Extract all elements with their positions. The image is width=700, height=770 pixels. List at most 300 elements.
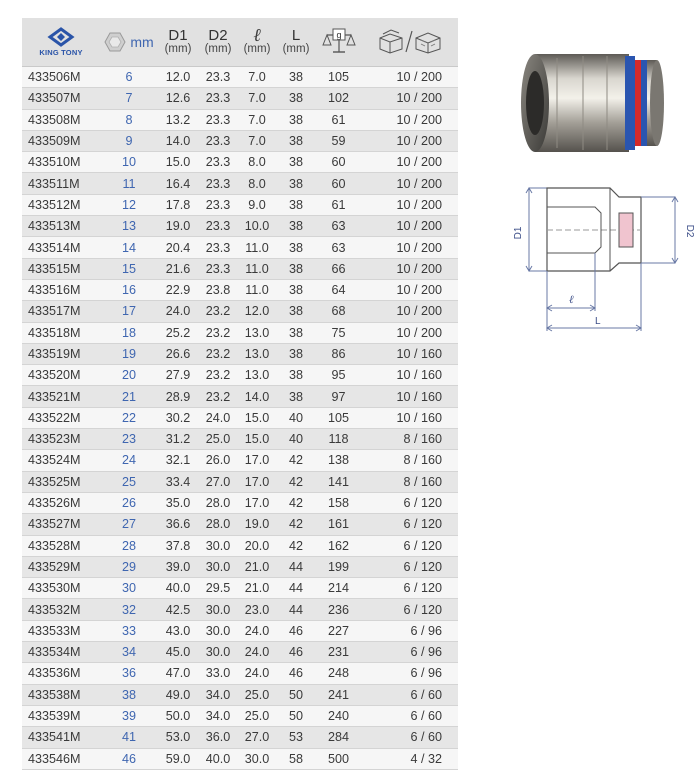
cell-pack: 4 / 32 — [361, 748, 458, 769]
cell-d1: 19.0 — [158, 216, 198, 237]
cell-l-small: 20.0 — [238, 535, 276, 556]
drawing-label-d2: D2 — [684, 224, 695, 238]
cell-weight: 241 — [316, 684, 361, 705]
spec-table — [22, 18, 458, 770]
cell-weight: 75 — [316, 322, 361, 343]
cell-l-small: 7.0 — [238, 130, 276, 151]
cell-l-total: 38 — [276, 343, 316, 364]
cell-pack: 10 / 200 — [361, 67, 458, 88]
cell-l-total: 38 — [276, 322, 316, 343]
cell-pack: 10 / 200 — [361, 152, 458, 173]
cell-d2: 28.0 — [198, 492, 238, 513]
cell-size-mm: 7 — [100, 88, 158, 109]
cell-d2: 25.0 — [198, 429, 238, 450]
cell-weight: 95 — [316, 365, 361, 386]
header-l-small: ℓ (mm) — [238, 18, 276, 67]
cell-pack: 8 / 160 — [361, 429, 458, 450]
cell-size-mm: 12 — [100, 194, 158, 215]
cell-l-small: 17.0 — [238, 471, 276, 492]
cell-d2: 33.0 — [198, 663, 238, 684]
table-row — [22, 322, 458, 343]
king-tony-logo-icon — [48, 28, 74, 46]
cell-size-mm: 13 — [100, 216, 158, 237]
cell-d2: 23.3 — [198, 109, 238, 130]
cell-d2: 30.0 — [198, 642, 238, 663]
cell-d1: 25.2 — [158, 322, 198, 343]
cell-l-small: 30.0 — [238, 748, 276, 769]
table-row — [22, 514, 458, 535]
cell-code: 433520M — [22, 365, 100, 386]
cell-code: 433539M — [22, 705, 100, 726]
cell-l-total: 38 — [276, 152, 316, 173]
cell-pack: 6 / 60 — [361, 684, 458, 705]
table-row — [22, 599, 458, 620]
cell-size-mm: 20 — [100, 365, 158, 386]
cell-pack: 10 / 200 — [361, 237, 458, 258]
cell-l-total: 53 — [276, 727, 316, 748]
cell-l-small: 25.0 — [238, 684, 276, 705]
technical-drawing — [515, 183, 695, 335]
cell-weight: 63 — [316, 237, 361, 258]
cell-code: 433509M — [22, 130, 100, 151]
cell-d1: 35.0 — [158, 492, 198, 513]
cell-d2: 30.0 — [198, 535, 238, 556]
cell-code: 433534M — [22, 642, 100, 663]
cell-weight: 64 — [316, 279, 361, 300]
cell-d1: 36.6 — [158, 514, 198, 535]
cell-d1: 22.9 — [158, 279, 198, 300]
table-row — [22, 365, 458, 386]
cell-weight: 60 — [316, 173, 361, 194]
cell-d1: 42.5 — [158, 599, 198, 620]
table-row — [22, 429, 458, 450]
table-row — [22, 663, 458, 684]
cell-d1: 20.4 — [158, 237, 198, 258]
cell-l-total: 42 — [276, 535, 316, 556]
cell-d2: 27.0 — [198, 471, 238, 492]
cell-pack: 10 / 160 — [361, 343, 458, 364]
cell-l-small: 13.0 — [238, 322, 276, 343]
scale-weight-icon — [321, 26, 357, 56]
header-d2: D2 (mm) — [198, 18, 238, 67]
cell-d2: 23.3 — [198, 194, 238, 215]
cell-size-mm: 22 — [100, 407, 158, 428]
cell-d2: 30.0 — [198, 556, 238, 577]
cell-l-small: 7.0 — [238, 88, 276, 109]
cell-pack: 6 / 120 — [361, 514, 458, 535]
cell-code: 433513M — [22, 216, 100, 237]
brand-name: KING TONY — [39, 47, 83, 57]
cell-l-total: 46 — [276, 663, 316, 684]
cell-size-mm: 33 — [100, 620, 158, 641]
cell-l-small: 13.0 — [238, 343, 276, 364]
cell-l-total: 38 — [276, 258, 316, 279]
cell-code: 433546M — [22, 748, 100, 769]
table-row — [22, 279, 458, 300]
cell-d1: 33.4 — [158, 471, 198, 492]
cell-d1: 43.0 — [158, 620, 198, 641]
cell-weight: 214 — [316, 578, 361, 599]
cell-l-small: 25.0 — [238, 705, 276, 726]
cell-l-total: 44 — [276, 578, 316, 599]
cell-l-total: 42 — [276, 492, 316, 513]
cell-code: 433530M — [22, 578, 100, 599]
table-row — [22, 258, 458, 279]
cell-l-small: 11.0 — [238, 237, 276, 258]
cell-weight: 59 — [316, 130, 361, 151]
cell-weight: 63 — [316, 216, 361, 237]
cell-l-small: 14.0 — [238, 386, 276, 407]
cell-pack: 10 / 200 — [361, 301, 458, 322]
table-row — [22, 152, 458, 173]
cell-d1: 47.0 — [158, 663, 198, 684]
cell-weight: 61 — [316, 194, 361, 215]
header-weight — [316, 18, 361, 67]
cell-pack: 8 / 160 — [361, 471, 458, 492]
cell-l-small: 15.0 — [238, 407, 276, 428]
cell-d1: 30.2 — [158, 407, 198, 428]
cell-d2: 23.3 — [198, 130, 238, 151]
cell-d1: 15.0 — [158, 152, 198, 173]
cell-l-total: 38 — [276, 88, 316, 109]
table-header-row — [22, 18, 458, 67]
cell-pack: 10 / 200 — [361, 194, 458, 215]
cell-code: 433518M — [22, 322, 100, 343]
cell-d1: 37.8 — [158, 535, 198, 556]
table-row — [22, 237, 458, 258]
cell-weight: 118 — [316, 429, 361, 450]
cell-l-small: 11.0 — [238, 258, 276, 279]
cell-pack: 6 / 96 — [361, 642, 458, 663]
table-row — [22, 748, 458, 769]
drawing-label-d1: D1 — [513, 226, 524, 240]
cell-d2: 30.0 — [198, 599, 238, 620]
cell-l-total: 50 — [276, 684, 316, 705]
cell-l-total: 38 — [276, 216, 316, 237]
cell-l-total: 38 — [276, 173, 316, 194]
cell-size-mm: 25 — [100, 471, 158, 492]
cell-d1: 40.0 — [158, 578, 198, 599]
drawing-label-l-total: L — [595, 316, 601, 327]
cell-code: 433532M — [22, 599, 100, 620]
cell-pack: 6 / 60 — [361, 727, 458, 748]
cell-weight: 162 — [316, 535, 361, 556]
table-row — [22, 705, 458, 726]
cell-l-total: 38 — [276, 386, 316, 407]
cell-l-small: 15.0 — [238, 429, 276, 450]
cell-weight: 66 — [316, 258, 361, 279]
cell-d1: 27.9 — [158, 365, 198, 386]
cell-l-small: 12.0 — [238, 301, 276, 322]
cell-size-mm: 30 — [100, 578, 158, 599]
table-row — [22, 620, 458, 641]
cell-size-mm: 14 — [100, 237, 158, 258]
cell-pack: 10 / 160 — [361, 365, 458, 386]
cell-pack: 10 / 200 — [361, 88, 458, 109]
cell-code: 433522M — [22, 407, 100, 428]
cell-l-small: 10.0 — [238, 216, 276, 237]
cell-pack: 6 / 96 — [361, 620, 458, 641]
cell-size-mm: 27 — [100, 514, 158, 535]
cell-l-total: 38 — [276, 301, 316, 322]
table-row — [22, 578, 458, 599]
table-row — [22, 386, 458, 407]
cell-pack: 6 / 60 — [361, 705, 458, 726]
cell-d1: 28.9 — [158, 386, 198, 407]
cell-d1: 39.0 — [158, 556, 198, 577]
cell-l-total: 44 — [276, 556, 316, 577]
cell-d2: 26.0 — [198, 450, 238, 471]
cell-d1: 31.2 — [158, 429, 198, 450]
table-row — [22, 216, 458, 237]
cell-weight: 231 — [316, 642, 361, 663]
cell-code: 433508M — [22, 109, 100, 130]
cell-weight: 97 — [316, 386, 361, 407]
cell-pack: 10 / 200 — [361, 279, 458, 300]
cell-code: 433536M — [22, 663, 100, 684]
cell-code: 433511M — [22, 173, 100, 194]
cell-size-mm: 19 — [100, 343, 158, 364]
cell-l-small: 24.0 — [238, 663, 276, 684]
cell-size-mm: 24 — [100, 450, 158, 471]
cell-code: 433525M — [22, 471, 100, 492]
cell-l-total: 40 — [276, 429, 316, 450]
header-size-unit: mm — [130, 33, 154, 50]
cell-size-mm: 10 — [100, 152, 158, 173]
cell-d1: 12.0 — [158, 67, 198, 88]
cell-weight: 138 — [316, 450, 361, 471]
cell-weight: 158 — [316, 492, 361, 513]
cell-code: 433541M — [22, 727, 100, 748]
cell-pack: 6 / 120 — [361, 492, 458, 513]
cell-pack: 10 / 200 — [361, 258, 458, 279]
cell-code: 433516M — [22, 279, 100, 300]
table-row — [22, 642, 458, 663]
cell-code: 433526M — [22, 492, 100, 513]
cell-size-mm: 16 — [100, 279, 158, 300]
cell-size-mm: 15 — [100, 258, 158, 279]
cell-d2: 23.2 — [198, 386, 238, 407]
table-row — [22, 67, 458, 88]
table-row — [22, 684, 458, 705]
brand-logo-cell — [22, 18, 100, 67]
cell-pack: 10 / 200 — [361, 322, 458, 343]
cell-d2: 23.2 — [198, 343, 238, 364]
cell-l-small: 13.0 — [238, 365, 276, 386]
cell-code: 433507M — [22, 88, 100, 109]
cell-weight: 141 — [316, 471, 361, 492]
cell-pack: 10 / 200 — [361, 109, 458, 130]
cell-d2: 30.0 — [198, 620, 238, 641]
cell-d2: 23.2 — [198, 301, 238, 322]
cell-d1: 14.0 — [158, 130, 198, 151]
cell-d1: 17.8 — [158, 194, 198, 215]
cell-d2: 23.3 — [198, 88, 238, 109]
cell-size-mm: 18 — [100, 322, 158, 343]
cell-d1: 49.0 — [158, 684, 198, 705]
cell-d2: 40.0 — [198, 748, 238, 769]
cell-code: 433527M — [22, 514, 100, 535]
cell-d1: 12.6 — [158, 88, 198, 109]
table-row — [22, 109, 458, 130]
cell-code: 433512M — [22, 194, 100, 215]
cell-size-mm: 8 — [100, 109, 158, 130]
cell-pack: 6 / 96 — [361, 663, 458, 684]
table-row — [22, 194, 458, 215]
cell-size-mm: 36 — [100, 663, 158, 684]
cell-d1: 24.0 — [158, 301, 198, 322]
cell-size-mm: 17 — [100, 301, 158, 322]
cell-code: 433519M — [22, 343, 100, 364]
cell-l-small: 27.0 — [238, 727, 276, 748]
cell-l-total: 38 — [276, 67, 316, 88]
cell-d1: 26.6 — [158, 343, 198, 364]
hex-socket-icon — [104, 32, 126, 52]
cell-l-total: 42 — [276, 471, 316, 492]
cell-d1: 59.0 — [158, 748, 198, 769]
cell-d1: 32.1 — [158, 450, 198, 471]
cell-l-total: 50 — [276, 705, 316, 726]
header-l-total: L (mm) — [276, 18, 316, 67]
cell-d1: 13.2 — [158, 109, 198, 130]
cell-code: 433506M — [22, 67, 100, 88]
cell-weight: 236 — [316, 599, 361, 620]
cell-code: 433514M — [22, 237, 100, 258]
table-row — [22, 471, 458, 492]
cell-code: 433538M — [22, 684, 100, 705]
cell-d2: 23.3 — [198, 152, 238, 173]
spec-table-body — [22, 67, 458, 770]
cell-l-small: 23.0 — [238, 599, 276, 620]
header-d1: D1 (mm) — [158, 18, 198, 67]
cell-size-mm: 21 — [100, 386, 158, 407]
cell-d2: 23.8 — [198, 279, 238, 300]
cell-d2: 36.0 — [198, 727, 238, 748]
cell-size-mm: 41 — [100, 727, 158, 748]
cell-d2: 28.0 — [198, 514, 238, 535]
cell-code: 433517M — [22, 301, 100, 322]
cell-size-mm: 39 — [100, 705, 158, 726]
cell-pack: 10 / 200 — [361, 216, 458, 237]
cell-l-small: 7.0 — [238, 109, 276, 130]
cell-pack: 6 / 120 — [361, 556, 458, 577]
cell-code: 433533M — [22, 620, 100, 641]
header-size — [100, 18, 158, 67]
cell-l-total: 38 — [276, 279, 316, 300]
cell-l-small: 21.0 — [238, 578, 276, 599]
cell-l-total: 38 — [276, 130, 316, 151]
cell-l-small: 11.0 — [238, 279, 276, 300]
cell-l-small: 21.0 — [238, 556, 276, 577]
cell-d2: 29.5 — [198, 578, 238, 599]
cell-size-mm: 28 — [100, 535, 158, 556]
cell-pack: 8 / 160 — [361, 450, 458, 471]
cell-d2: 23.3 — [198, 173, 238, 194]
cell-pack: 6 / 120 — [361, 578, 458, 599]
cell-l-total: 46 — [276, 642, 316, 663]
cell-weight: 105 — [316, 67, 361, 88]
cell-weight: 60 — [316, 152, 361, 173]
cell-size-mm: 46 — [100, 748, 158, 769]
cell-l-total: 46 — [276, 620, 316, 641]
table-row — [22, 88, 458, 109]
cell-code: 433523M — [22, 429, 100, 450]
cell-l-small: 8.0 — [238, 152, 276, 173]
cell-pack: 10 / 200 — [361, 130, 458, 151]
cell-d2: 23.2 — [198, 365, 238, 386]
table-row — [22, 727, 458, 748]
cell-l-total: 40 — [276, 407, 316, 428]
cell-code: 433529M — [22, 556, 100, 577]
cell-l-total: 42 — [276, 450, 316, 471]
cell-l-small: 24.0 — [238, 620, 276, 641]
weight-unit: g — [335, 29, 342, 40]
cell-d2: 23.2 — [198, 322, 238, 343]
cell-pack: 10 / 160 — [361, 407, 458, 428]
cell-l-small: 19.0 — [238, 514, 276, 535]
cell-code: 433524M — [22, 450, 100, 471]
cell-weight: 227 — [316, 620, 361, 641]
cell-weight: 199 — [316, 556, 361, 577]
cell-size-mm: 9 — [100, 130, 158, 151]
cell-l-small: 17.0 — [238, 492, 276, 513]
cell-size-mm: 32 — [100, 599, 158, 620]
cell-l-total: 58 — [276, 748, 316, 769]
table-row — [22, 450, 458, 471]
cell-weight: 161 — [316, 514, 361, 535]
header-pack — [361, 18, 458, 67]
cell-l-total: 38 — [276, 365, 316, 386]
table-row — [22, 343, 458, 364]
cell-l-small: 9.0 — [238, 194, 276, 215]
cell-weight: 102 — [316, 88, 361, 109]
cell-weight: 61 — [316, 109, 361, 130]
cell-code: 433515M — [22, 258, 100, 279]
cell-l-total: 38 — [276, 109, 316, 130]
cell-d2: 23.3 — [198, 216, 238, 237]
cell-l-total: 44 — [276, 599, 316, 620]
cell-d1: 50.0 — [158, 705, 198, 726]
table-row — [22, 173, 458, 194]
cell-l-small: 7.0 — [238, 67, 276, 88]
cell-pack: 10 / 200 — [361, 173, 458, 194]
table-row — [22, 535, 458, 556]
cell-d1: 21.6 — [158, 258, 198, 279]
cell-size-mm: 29 — [100, 556, 158, 577]
cell-d1: 45.0 — [158, 642, 198, 663]
cell-code: 433510M — [22, 152, 100, 173]
cell-size-mm: 26 — [100, 492, 158, 513]
cell-weight: 248 — [316, 663, 361, 684]
cell-d2: 34.0 — [198, 684, 238, 705]
cell-l-total: 38 — [276, 237, 316, 258]
cell-d2: 24.0 — [198, 407, 238, 428]
cell-weight: 500 — [316, 748, 361, 769]
cell-size-mm: 38 — [100, 684, 158, 705]
cell-d1: 53.0 — [158, 727, 198, 748]
cell-d2: 23.3 — [198, 67, 238, 88]
cell-size-mm: 34 — [100, 642, 158, 663]
table-row — [22, 556, 458, 577]
package-carton-icon — [377, 28, 443, 54]
cell-l-total: 38 — [276, 194, 316, 215]
drawing-label-l-small: ℓ — [569, 294, 574, 306]
cell-l-total: 42 — [276, 514, 316, 535]
spec-table-container — [22, 18, 458, 770]
cell-pack: 10 / 160 — [361, 386, 458, 407]
cell-code: 433528M — [22, 535, 100, 556]
table-row — [22, 301, 458, 322]
